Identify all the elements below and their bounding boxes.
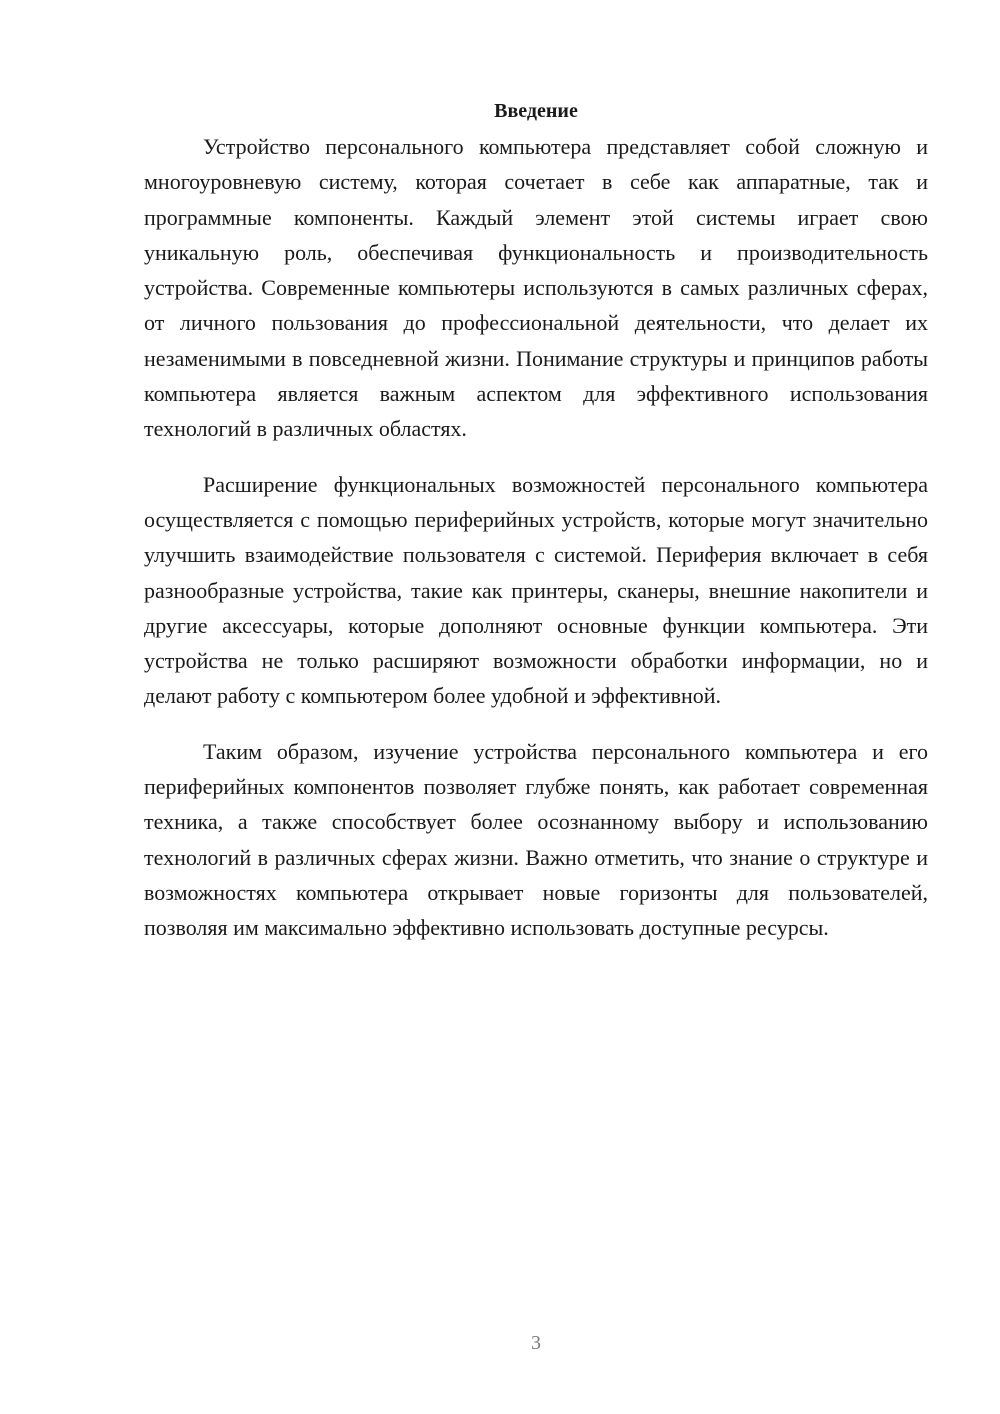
paragraph-2: Расширение функциональных возможностей персонального компьютера осуществляется с помощью периферийных устройств, которые могут значительно улучшить взаимодействие пользователя с системой. Периферия включает в себя разнообразные устройства, такие как принтеры, сканеры, внешние накопители и другие аксессуары, которые дополняют основные функции компьютера. Эти устройства не только расширяют возможности обработки информации, но и делают работу с компьютером более удобной и эффективной.	[144, 471, 928, 709]
paragraph-3: Таким образом, изучение устройства персонального компьютера и его периферийных компонентов позволяет глубже понять, как работает современная техника, а также способствует более осознанному выбору и использованию технологий в различных сферах жизни. Важно отметить, что знание о структуре и возможностях компьютера открывает новые горизонты для пользователей, позволяя им максимально эффективно использовать доступные ресурсы.	[144, 738, 928, 941]
page-body	[144, 96, 928, 966]
page-number: 3	[531, 1332, 541, 1354]
section-heading: Введение	[494, 100, 578, 122]
paragraph-1: Устройство персонального компьютера представляет собой сложную и многоуровневую систему, которая сочетает в себе как аппаратные, так и программные компоненты. Каждый элемент этой системы играет свою уникальную роль, обеспечивая функциональность и производительность устройства. Современные компьютеры используются в самых различных сферах, от личного пользования до профессиональной деятельности, что делает их незаменимыми в повседневной жизни. Понимание структуры и принципов работы компьютера является важным аспектом для эффективного использования технологий в различных областях.	[144, 134, 928, 442]
